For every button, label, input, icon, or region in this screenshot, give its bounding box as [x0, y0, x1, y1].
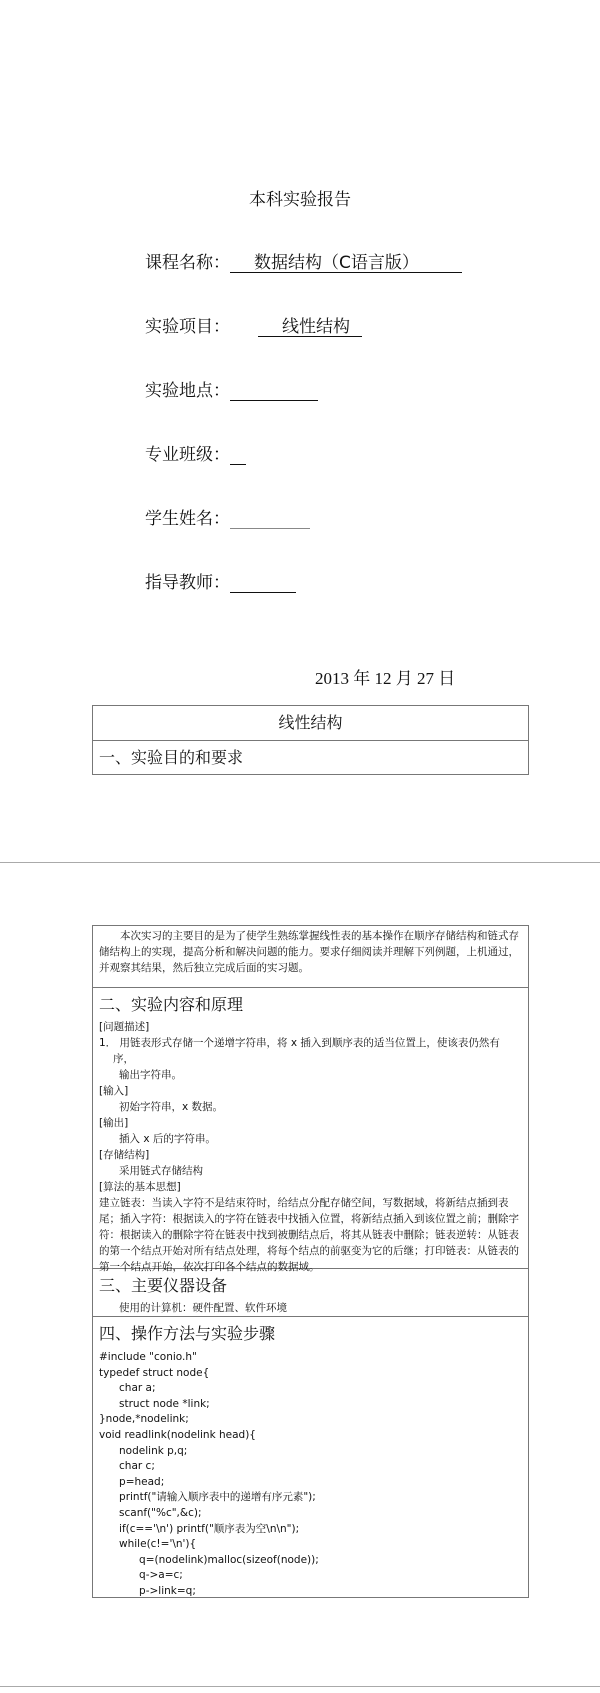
purpose-text: 本次实习的主要目的是为了使学生熟练掌握线性表的基本操作在顺序存储结构和链式存储结构上的实现，提高分析和解决问题的能力。要求仔细阅读并理解下列例题，上机通过，并观察其结果，然后独立完成后面的实习题。 [99, 930, 519, 974]
field-location [145, 376, 318, 401]
code-line: char c; [99, 1460, 155, 1473]
field-value [230, 574, 296, 593]
table-title: 线性结构 [93, 706, 528, 741]
input-label: [输入] [99, 1085, 129, 1097]
code-line: nodelink p,q; [99, 1444, 188, 1457]
steps-row [93, 1317, 528, 1597]
problem-label: [问题描述] [99, 1021, 150, 1033]
code-line: p->link=q; [99, 1584, 196, 1597]
page-separator [0, 862, 600, 863]
field-value: 线性结构 [258, 318, 362, 337]
section-heading: 三、主要仪器设备 [99, 1276, 228, 1295]
field-label: 实验地点： [145, 381, 230, 401]
section-heading: 四、操作方法与实验步骤 [99, 1324, 276, 1343]
problem-text: 输出字符串。 [119, 1069, 182, 1081]
page-separator [0, 1686, 600, 1687]
code-line: printf("请输入顺序表中的递增有序元素"); [99, 1491, 316, 1504]
field-course [145, 248, 462, 273]
equipment-text: 使用的计算机：硬件配置、软件环境 [119, 1302, 287, 1314]
equipment-row [93, 1269, 528, 1317]
field-value: 数据结构（C语言版） [230, 254, 462, 273]
section-heading: 二、实验内容和原理 [99, 995, 244, 1014]
code-line: #include "conio.h" [99, 1351, 197, 1363]
field-label: 实验项目： [145, 317, 230, 337]
field-label: 指导教师： [145, 573, 230, 593]
problem-text: 序， [113, 1053, 134, 1065]
field-teacher [145, 568, 296, 593]
field-value [230, 446, 246, 465]
storage-text: 采用链式存储结构 [119, 1165, 203, 1177]
field-project [145, 312, 362, 337]
code-line: p=head; [99, 1475, 165, 1488]
code-line: char a; [99, 1382, 156, 1395]
report-title: 本科实验报告 [249, 190, 351, 210]
algo-text: 建立链表：当读入字符不是结束符时，给结点分配存储空间，写数据域，将新结点插到表尾；插入字符：根据读入的字符在链表中找插入位置，将新结点插入到该位置之前；删除字符：根据读入的删除字符在链表中找到被删结点后，将其从链表中删除；链表逆转：从链表的第一个结点开始对所有结点处理，将每个结点的前驱变为它的后继；打印链表：从链表的第一个结点开始，依次打印各个结点的数据域。 [99, 1197, 519, 1273]
cover-table [92, 705, 529, 775]
problem-text: 1． 用链表形式存储一个递增字符串，将 x 插入到顺序表的适当位置上，使该表仍然有 [99, 1037, 500, 1049]
code-line: }node,*nodelink; [99, 1413, 189, 1426]
field-label: 专业班级： [145, 445, 230, 465]
code-line: q=(nodelink)malloc(sizeof(node)); [99, 1553, 319, 1566]
code-line: while(c!='\n'){ [99, 1538, 197, 1551]
code-line: void readlink(nodelink head){ [99, 1428, 256, 1441]
storage-label: [存储结构] [99, 1149, 150, 1161]
code-line: scanf("%c",&c); [99, 1506, 202, 1519]
field-value [230, 510, 310, 529]
content-table [92, 925, 529, 1598]
field-class [145, 440, 246, 465]
section-heading: 一、实验目的和要求 [99, 748, 244, 767]
field-value [230, 382, 318, 401]
principle-row [93, 988, 528, 1273]
field-student [145, 504, 310, 529]
code-block [93, 1350, 528, 1600]
output-label: [输出] [99, 1117, 129, 1129]
code-line: struct node *link; [99, 1397, 210, 1410]
field-label: 学生姓名： [145, 509, 230, 529]
code-line: typedef struct node{ [99, 1366, 210, 1379]
output-text: 插入 x 后的字符串。 [119, 1133, 216, 1145]
field-label: 课程名称： [145, 253, 230, 273]
purpose-row [93, 926, 528, 988]
input-text: 初始字符串，x 数据。 [119, 1101, 224, 1113]
code-line: q->a=c; [99, 1569, 183, 1582]
report-date: 2013 年 12 月 27 日 [315, 669, 456, 688]
algo-label: [算法的基本思想] [99, 1181, 181, 1193]
code-line: if(c=='\n') printf("顺序表为空\n\n"); [99, 1522, 300, 1535]
